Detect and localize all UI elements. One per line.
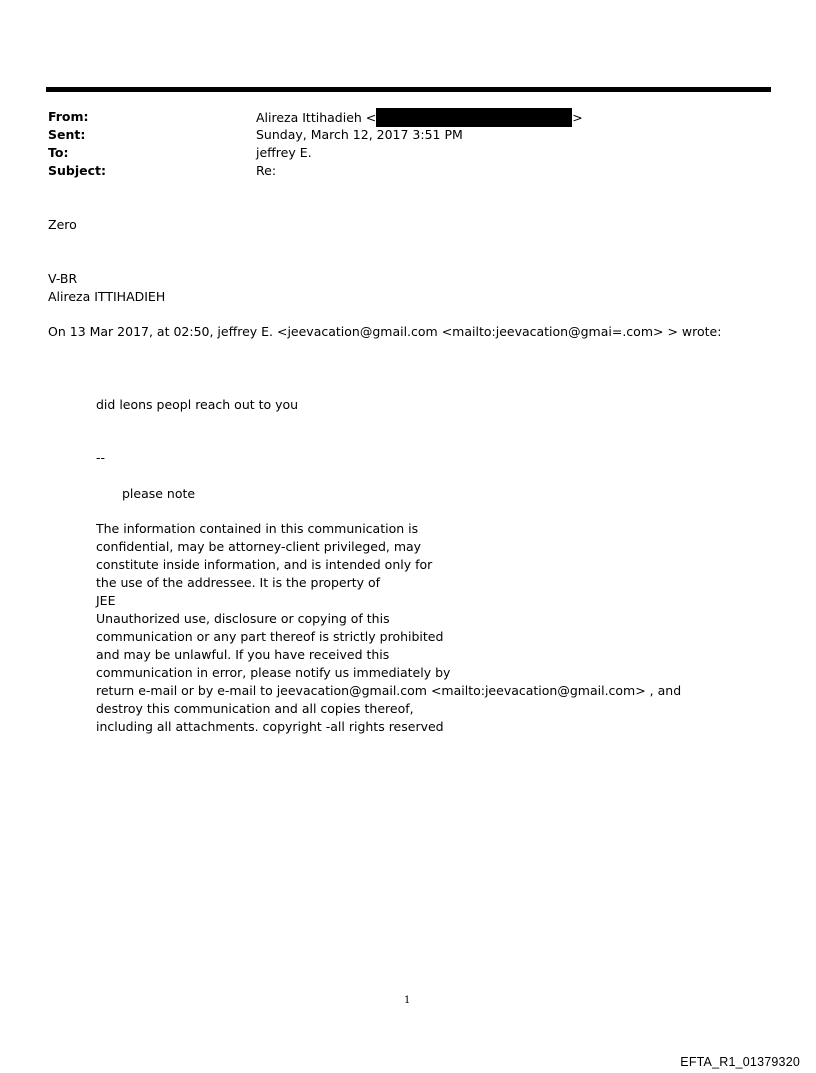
disclaimer-line: communication or any part thereof is strictly prohibited <box>96 629 444 644</box>
subject-value: Re: <box>256 163 277 178</box>
subject-label: Subject: <box>48 163 106 178</box>
header-divider <box>46 87 771 92</box>
email-header <box>48 108 748 183</box>
from-name: Alireza Ittihadieh < <box>256 110 377 125</box>
disclaimer-line: JEE <box>96 593 116 608</box>
quoted-message: did leons peopl reach out to you <box>96 397 299 412</box>
disclaimer-line: including all attachments. copyright -all rights reserved <box>96 719 444 734</box>
page-number: 1 <box>404 995 411 1006</box>
from-label: From: <box>48 109 89 124</box>
document-id: EFTA_R1_01379320 <box>680 1055 800 1069</box>
disclaimer-line: and may be unlawful. If you have received this <box>96 647 390 662</box>
signature-line-1: V-BR <box>48 271 78 286</box>
signature-line-2: Alireza ITTIHADIEH <box>48 289 166 304</box>
quote-intro: On 13 Mar 2017, at 02:50, jeffrey E. <jeevacation@gmail.com <mailto:jeevacation@gmai=.com> > wrote: <box>48 324 722 339</box>
disclaimer-line: communication in error, please notify us immediately by <box>96 665 451 680</box>
redaction-block <box>376 108 572 127</box>
reply-text: Zero <box>48 217 77 232</box>
disclaimer-line: Unauthorized use, disclosure or copying of this <box>96 611 390 626</box>
from-value <box>256 108 583 127</box>
sent-value: Sunday, March 12, 2017 3:51 PM <box>256 127 463 142</box>
disclaimer-line: return e-mail or by e-mail to jeevacation@gmail.com <mailto:jeevacation@gmail.com> , and <box>96 683 682 698</box>
please-note: please note <box>122 486 196 501</box>
disclaimer-line: destroy this communication and all copies thereof, <box>96 701 414 716</box>
to-label: To: <box>48 145 69 160</box>
disclaimer-line: The information contained in this communication is <box>96 521 419 536</box>
to-value: jeffrey E. <box>256 145 312 160</box>
disclaimer-line: confidential, may be attorney-client privileged, may <box>96 539 422 554</box>
sent-label: Sent: <box>48 127 86 142</box>
signature-separator: -- <box>96 450 106 465</box>
disclaimer-line: constitute inside information, and is intended only for <box>96 557 433 572</box>
disclaimer-line: the use of the addressee. It is the property of <box>96 575 381 590</box>
from-bracket-close: > <box>572 110 583 125</box>
